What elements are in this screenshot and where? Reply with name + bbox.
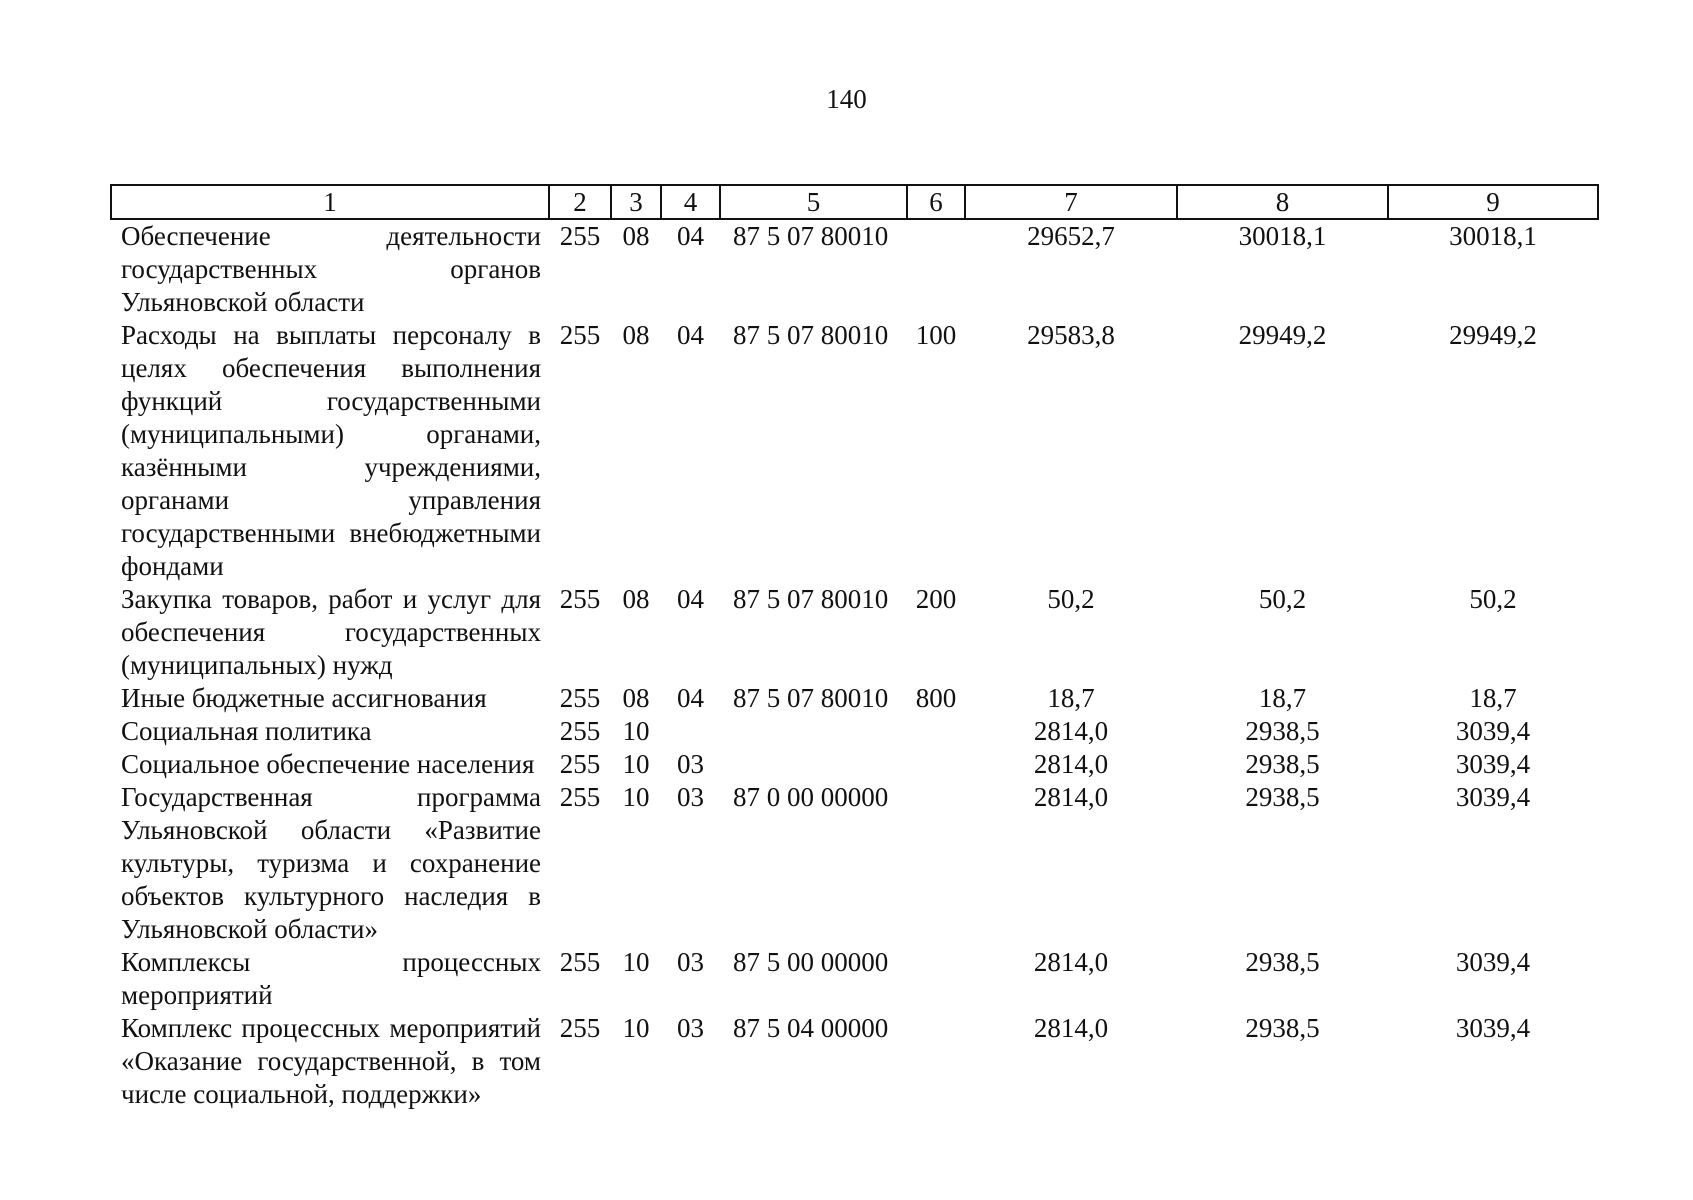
cell-amount-col9: 50,2 (1469, 584, 1517, 614)
row-name: Расходы на выплаты персоналу в целях обеспечения выполнения функций государственными (муниципальными) органами, казёнными учреждениями, органами управления государственными внебюджетными фондами (121, 320, 541, 581)
column-header-6: 6 (907, 185, 965, 219)
table-row (111, 781, 1598, 946)
cell-amount-col8: 50,2 (1258, 584, 1307, 614)
cell-subsection: 03 (677, 947, 704, 977)
cell-subsection (661, 715, 720, 748)
cell-amount-col9: 3039,4 (1455, 716, 1531, 746)
cell-ministry: 255 (559, 782, 601, 812)
page-number: 140 (826, 84, 867, 114)
table-row (111, 319, 1598, 583)
cell-section: 10 (622, 716, 650, 746)
column-header-7: 7 (965, 185, 1177, 219)
table-header-row (111, 185, 1598, 219)
cell-ministry: 255 (559, 716, 601, 746)
cell-expense-type (907, 748, 965, 781)
table-row (111, 682, 1598, 715)
row-name: Закупка товаров, работ и услуг для обеспечения государственных (муниципальных) нужд (121, 584, 541, 680)
cell-target-article: 87 5 07 80010 (733, 221, 889, 251)
cell-target-article: 87 0 00 00000 (733, 782, 889, 812)
cell-amount-col7: 2814,0 (1033, 947, 1109, 977)
row-name: Социальная политика (121, 716, 372, 746)
cell-expense-type (907, 781, 965, 946)
column-header-3: 3 (611, 185, 661, 219)
cell-section: 10 (622, 1013, 650, 1043)
cell-section: 10 (622, 782, 650, 812)
table-row (111, 583, 1598, 682)
column-header-2: 2 (549, 185, 611, 219)
cell-ministry: 255 (559, 584, 601, 614)
cell-target-article: 87 5 07 80010 (733, 683, 889, 713)
cell-amount-col7: 29583,8 (1027, 320, 1115, 350)
cell-target-article: 87 5 04 00000 (733, 1013, 889, 1043)
cell-section: 08 (622, 683, 650, 713)
cell-subsection: 03 (677, 782, 704, 812)
cell-amount-col8: 2938,5 (1245, 749, 1320, 779)
cell-subsection: 03 (677, 749, 704, 779)
column-header-8: 8 (1177, 185, 1388, 219)
cell-expense-type (907, 715, 965, 748)
cell-subsection: 04 (677, 584, 704, 614)
table-row (111, 1012, 1598, 1111)
row-name: Комплекс процессных мероприятий «Оказание государственной, в том числе социальной, поддержки» (121, 1013, 541, 1109)
cell-subsection: 04 (677, 221, 704, 251)
cell-amount-col9: 30018,1 (1449, 221, 1537, 251)
row-name: Социальное обеспечение населения (121, 749, 535, 779)
cell-target-article: 87 5 07 80010 (733, 584, 889, 614)
row-name: Комплексы процессных мероприятий (121, 947, 541, 1010)
column-header-5: 5 (720, 185, 907, 219)
cell-amount-col7: 29652,7 (1027, 221, 1115, 251)
cell-amount-col9: 29949,2 (1449, 320, 1537, 350)
cell-subsection: 04 (677, 320, 704, 350)
cell-expense-type: 200 (915, 584, 957, 614)
cell-section: 10 (622, 749, 650, 779)
cell-ministry: 255 (559, 749, 601, 779)
column-header-9: 9 (1388, 185, 1598, 219)
cell-target-article (720, 715, 907, 748)
cell-amount-col8: 2938,5 (1245, 947, 1320, 977)
cell-ministry: 255 (559, 1013, 601, 1043)
table-row (111, 946, 1598, 1012)
cell-target-article: 87 5 07 80010 (733, 320, 889, 350)
cell-amount-col8: 29949,2 (1238, 320, 1327, 350)
cell-subsection: 04 (677, 683, 704, 713)
cell-amount-col8: 18,7 (1258, 683, 1307, 713)
cell-amount-col8: 2938,5 (1245, 716, 1320, 746)
cell-ministry: 255 (559, 221, 601, 251)
cell-amount-col9: 3039,4 (1455, 749, 1531, 779)
cell-expense-type (907, 946, 965, 1012)
cell-amount-col7: 2814,0 (1033, 782, 1109, 812)
cell-target-article (720, 748, 907, 781)
cell-subsection: 03 (677, 1013, 704, 1043)
cell-expense-type (907, 219, 965, 319)
table-row (111, 748, 1598, 781)
cell-amount-col8: 2938,5 (1245, 782, 1320, 812)
cell-ministry: 255 (559, 947, 601, 977)
cell-section: 08 (622, 221, 650, 251)
column-header-4: 4 (661, 185, 720, 219)
cell-amount-col8: 2938,5 (1245, 1013, 1320, 1043)
budget-table (110, 184, 1599, 1111)
cell-amount-col8: 30018,1 (1238, 221, 1327, 251)
row-name: Иные бюджетные ассигнования (121, 683, 487, 713)
cell-amount-col7: 2814,0 (1033, 749, 1109, 779)
cell-amount-col9: 3039,4 (1455, 1013, 1531, 1043)
cell-amount-col7: 2814,0 (1033, 716, 1109, 746)
cell-section: 08 (622, 320, 650, 350)
cell-expense-type (907, 1012, 965, 1111)
cell-section: 08 (622, 584, 650, 614)
table-row (111, 219, 1598, 319)
cell-expense-type: 800 (915, 683, 957, 713)
cell-expense-type: 100 (915, 320, 957, 350)
table-row (111, 715, 1598, 748)
cell-amount-col9: 18,7 (1469, 683, 1517, 713)
cell-target-article: 87 5 00 00000 (733, 947, 889, 977)
cell-ministry: 255 (559, 320, 601, 350)
row-name: Государственная программа Ульяновской области «Развитие культуры, туризма и сохранение объектов культурного наследия в Ульяновской области» (121, 782, 541, 944)
cell-amount-col9: 3039,4 (1455, 782, 1531, 812)
cell-amount-col7: 18,7 (1047, 683, 1095, 713)
cell-amount-col7: 2814,0 (1033, 1013, 1109, 1043)
cell-section: 10 (622, 947, 650, 977)
row-name: Обеспечение деятельности государственных органов Ульяновской области (121, 221, 541, 317)
cell-ministry: 255 (559, 683, 601, 713)
cell-amount-col9: 3039,4 (1455, 947, 1531, 977)
cell-amount-col7: 50,2 (1047, 584, 1095, 614)
column-header-1: 1 (111, 185, 549, 219)
